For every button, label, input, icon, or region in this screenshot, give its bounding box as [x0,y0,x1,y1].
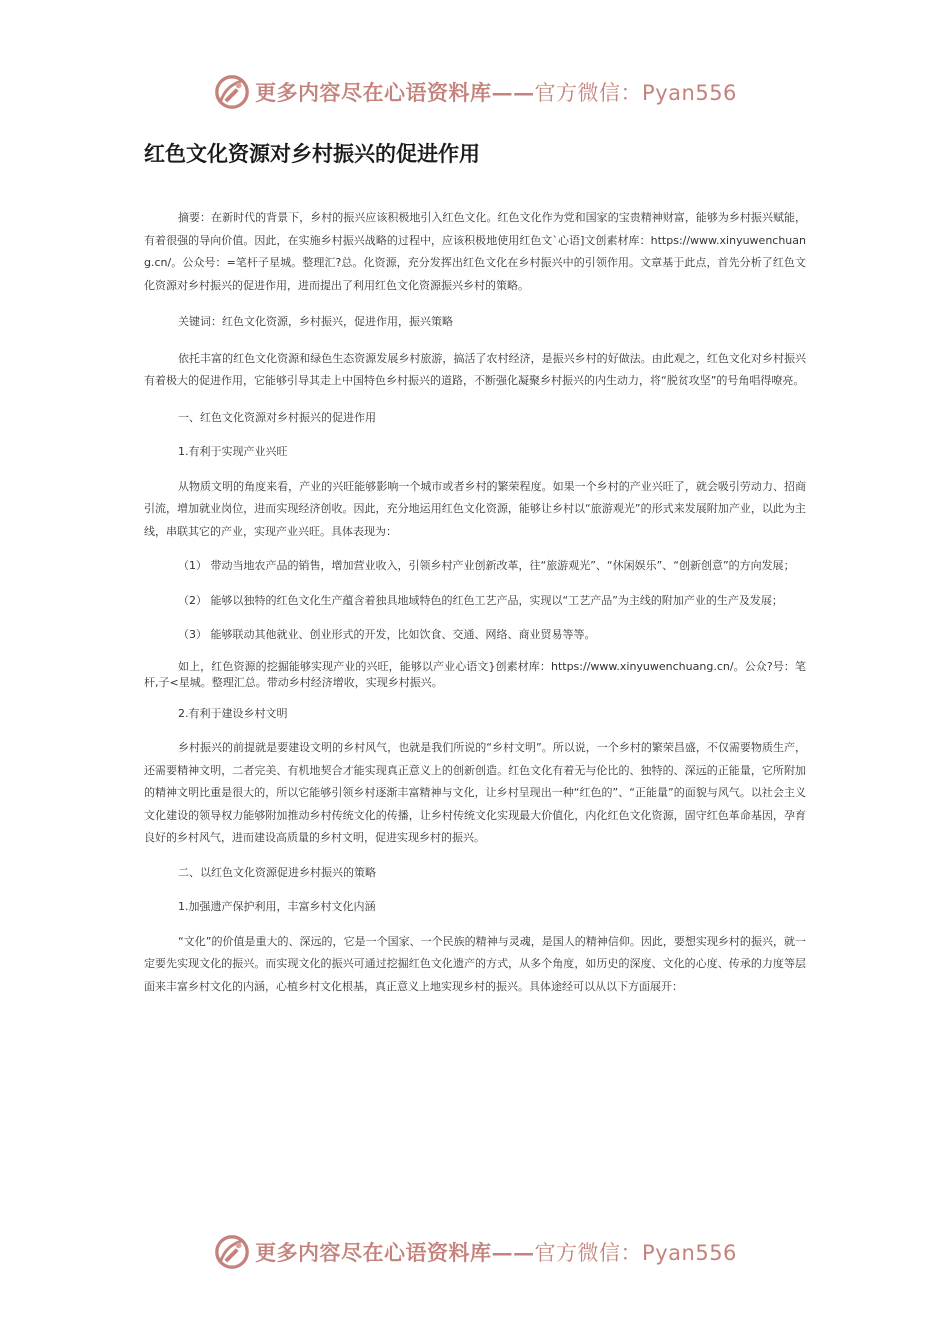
subsection-heading-2-1: 1.加强遗产保护利用，丰富乡村文化内涵 [178,900,376,913]
section-heading-2: 二、以红色文化资源促进乡村振兴的策略 [178,865,376,879]
body-paragraph: 如上，红色资源的挖掘能够实现产业的兴旺，能够以产业心语文}创素材库：https://www.xinyuwenchuang.cn/。公众?号：笔杆,子<星城。整理汇总。带动乡村经济增收，实现乡村振兴。 [144,659,806,689]
section-heading-1: 一、红色文化资源对乡村振兴的促进作用 [178,410,376,424]
header-banner [0,72,950,112]
body-paragraph: 乡村振兴的前提就是要建设文明的乡村风气，也就是我们所说的“乡村文明”。所以说，一个乡村的繁荣昌盛，不仅需要物质生产，还需要精神文明，二者完美、有机地契合才能实现真正意义上的创新创造。红色文化有着无与伦比的、独特的、深远的正能量，它所附加的精神文明比重是很大的，所以它能够引领乡村逐渐丰富精神与文化，让乡村呈现出一种“红色的”、“正能量”的面貌与风气。以社会主义文化建设的领导权力能够附加推动乡村传统文化的传播，让乡村传统文化实现最大价值化，内化红色文化资源，固守红色革命基因，孕育良好的乡村风气，进而建设高质量的乡村文明，促进实现乡村的振兴。 [144,741,806,844]
brand-logo-icon [213,73,251,111]
footer-contact: 官方微信：Pyan556 [534,1241,737,1265]
subsection-heading-1-1: 1.有利于实现产业兴旺 [178,445,288,458]
header-contact: 官方微信：Pyan556 [534,81,737,105]
intro-paragraph: 依托丰富的红色文化资源和绿色生态资源发展乡村旅游，搞活了农村经济，是振兴乡村的好做法。由此观之，红色文化对乡村振兴有着极大的促进作用，它能够引导其走上中国特色乡村振兴的道路，不断强化凝聚乡村振兴的内生动力，将“脱贫攻坚”的号角唱得嘹亮。 [144,351,806,387]
list-item-3: （3） 能够联动其他就业、创业形式的开发，比如饮食、交通、网络、商业贸易等等。 [178,628,596,641]
footer-separator: —— [491,1240,535,1265]
footer-brand: 更多内容尽在心语资料库 [255,1240,492,1265]
document-title: 红色文化资源对乡村振兴的促进作用 [144,142,480,166]
document-body [144,207,806,998]
header-text [255,77,737,107]
list-item-2: （2） 能够以独特的红色文化生产蕴含着独具地域特色的红色工艺产品，实现以“工艺产品”为主线的附加产业的生产及发展； [178,593,783,607]
keywords-paragraph: 关键词：红色文化资源，乡村振兴，促进作用，振兴策略 [178,315,453,328]
header-brand: 更多内容尽在心语资料库 [255,80,492,105]
body-paragraph: 从物质文明的角度来看，产业的兴旺能够影响一个城市或者乡村的繁荣程度。如果一个乡村的产业兴旺了，就会吸引劳动力、招商引流，增加就业岗位，进而实现经济创收。因此，充分地运用红色文化资源，能够让乡村以“旅游观光”的形式来发展附加产业，以此为主线，串联其它的产业，实现产业兴旺。具体表现为： [144,479,806,538]
footer-banner [0,1232,950,1272]
footer-text [255,1237,737,1267]
abstract-paragraph: 摘要：在新时代的背景下，乡村的振兴应该积极地引入红色文化。红色文化作为党和国家的宝贵精神财富，能够为乡村振兴赋能，有着很强的导向价值。因此，在实施乡村振兴战略的过程中，应该积极地使用红色文`心语]文创素材库：https://www.xinyuwenchuang.cn/。公众号：=笔杆子星城。整理汇?总。化资源，充分发挥出红色文化在乡村振兴中的引领作用。文章基于此点，首先分析了红色文化资源对乡村振兴的促进作用，进而提出了利用红色文化资源振兴乡村的策略。 [144,211,806,292]
brand-logo-icon [213,1233,251,1271]
subsection-heading-1-2: 2.有利于建设乡村文明 [178,706,288,720]
header-separator: —— [491,80,535,105]
body-paragraph: “文化”的价值是重大的、深远的，它是一个国家、一个民族的精神与灵魂，是国人的精神信仰。因此，要想实现乡村的振兴，就一定要先实现文化的振兴。而实现文化的振兴可通过挖掘红色文化遗产的方式，从多个角度，如历史的深度、文化的心度、传承的力度等层面来丰富乡村文化的内涵，心植乡村文化根基，真正意义上地实现乡村的振兴。具体途经可以从以下方面展开： [144,934,806,993]
list-item-1: （1） 带动当地农产品的销售，增加营业收入，引领乡村产业创新改革，往“旅游观光”、“休闲娱乐”、“创新创意”的方向发展； [178,559,795,572]
